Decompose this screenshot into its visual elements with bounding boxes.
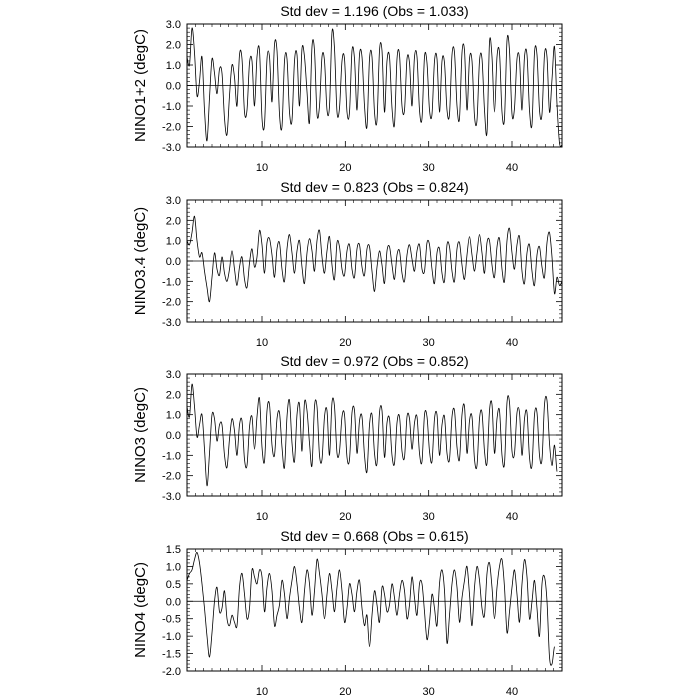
y-tick-label: -1.0 <box>162 631 181 644</box>
y-tick-label: 2.0 <box>165 215 181 228</box>
y-axis-label: NINO3 (degC) <box>132 387 149 483</box>
x-tick-label: 10 <box>255 162 269 174</box>
x-tick-label: 40 <box>505 686 519 698</box>
y-axis-label: NINO1+2 (degC) <box>132 29 149 142</box>
x-tick-label: 30 <box>422 686 435 698</box>
y-tick-label: -1.5 <box>162 648 181 661</box>
x-tick-label: 30 <box>422 162 435 174</box>
x-tick-label: 20 <box>339 337 352 349</box>
y-tick-label: -3.0 <box>162 317 181 329</box>
y-tick-label: -2.0 <box>162 666 181 678</box>
y-tick-label: 2.0 <box>165 39 181 52</box>
y-tick-label: 1.5 <box>165 544 181 556</box>
y-tick-label: -3.0 <box>162 491 181 503</box>
y-axis-label: NINO3.4 (degC) <box>132 206 149 316</box>
y-tick-label: -2.0 <box>162 296 181 309</box>
y-tick-label: -1.0 <box>162 276 181 289</box>
y-tick-label: 0.0 <box>165 596 181 609</box>
y-tick-label: -0.5 <box>162 613 181 626</box>
x-tick-label: 30 <box>422 511 435 523</box>
y-tick-label: 3.0 <box>165 19 181 31</box>
y-tick-label: -3.0 <box>162 142 181 154</box>
x-tick-label: 10 <box>255 337 269 349</box>
y-tick-label: 0.0 <box>165 256 181 268</box>
x-tick-label: 40 <box>505 162 519 174</box>
x-tick-label: 10 <box>255 686 269 698</box>
x-tick-label: 30 <box>422 337 435 349</box>
y-tick-label: 2.0 <box>165 389 181 402</box>
y-tick-label: -1.0 <box>162 101 181 113</box>
y-tick-label: 0.5 <box>165 578 181 591</box>
y-tick-label: 1.0 <box>165 561 181 574</box>
chart-title: Std dev = 0.823 (Obs = 0.824) <box>280 179 469 195</box>
y-tick-label: 3.0 <box>165 195 181 207</box>
x-tick-label: 10 <box>255 511 269 523</box>
x-tick-label: 20 <box>339 511 352 523</box>
chart-title: Std dev = 0.668 (Obs = 0.615) <box>280 528 469 544</box>
y-tick-label: 1.0 <box>165 409 181 422</box>
y-tick-label: -2.0 <box>162 121 181 134</box>
x-tick-label: 40 <box>505 337 519 349</box>
y-tick-label: 3.0 <box>165 369 181 381</box>
y-tick-label: 0.0 <box>165 430 181 442</box>
chart-title: Std dev = 1.196 (Obs = 1.033) <box>280 3 469 19</box>
y-tick-label: 0.0 <box>165 80 181 93</box>
y-tick-label: -2.0 <box>162 470 181 483</box>
x-tick-label: 20 <box>339 686 352 698</box>
x-tick-label: 20 <box>339 162 352 174</box>
y-axis-label: NINO4 (degC) <box>132 562 149 658</box>
x-tick-label: 40 <box>505 511 519 523</box>
y-tick-label: -1.0 <box>162 450 181 463</box>
chart-title: Std dev = 0.972 (Obs = 0.852) <box>280 353 469 369</box>
y-tick-label: 1.0 <box>165 60 181 72</box>
y-tick-label: 1.0 <box>165 235 181 248</box>
